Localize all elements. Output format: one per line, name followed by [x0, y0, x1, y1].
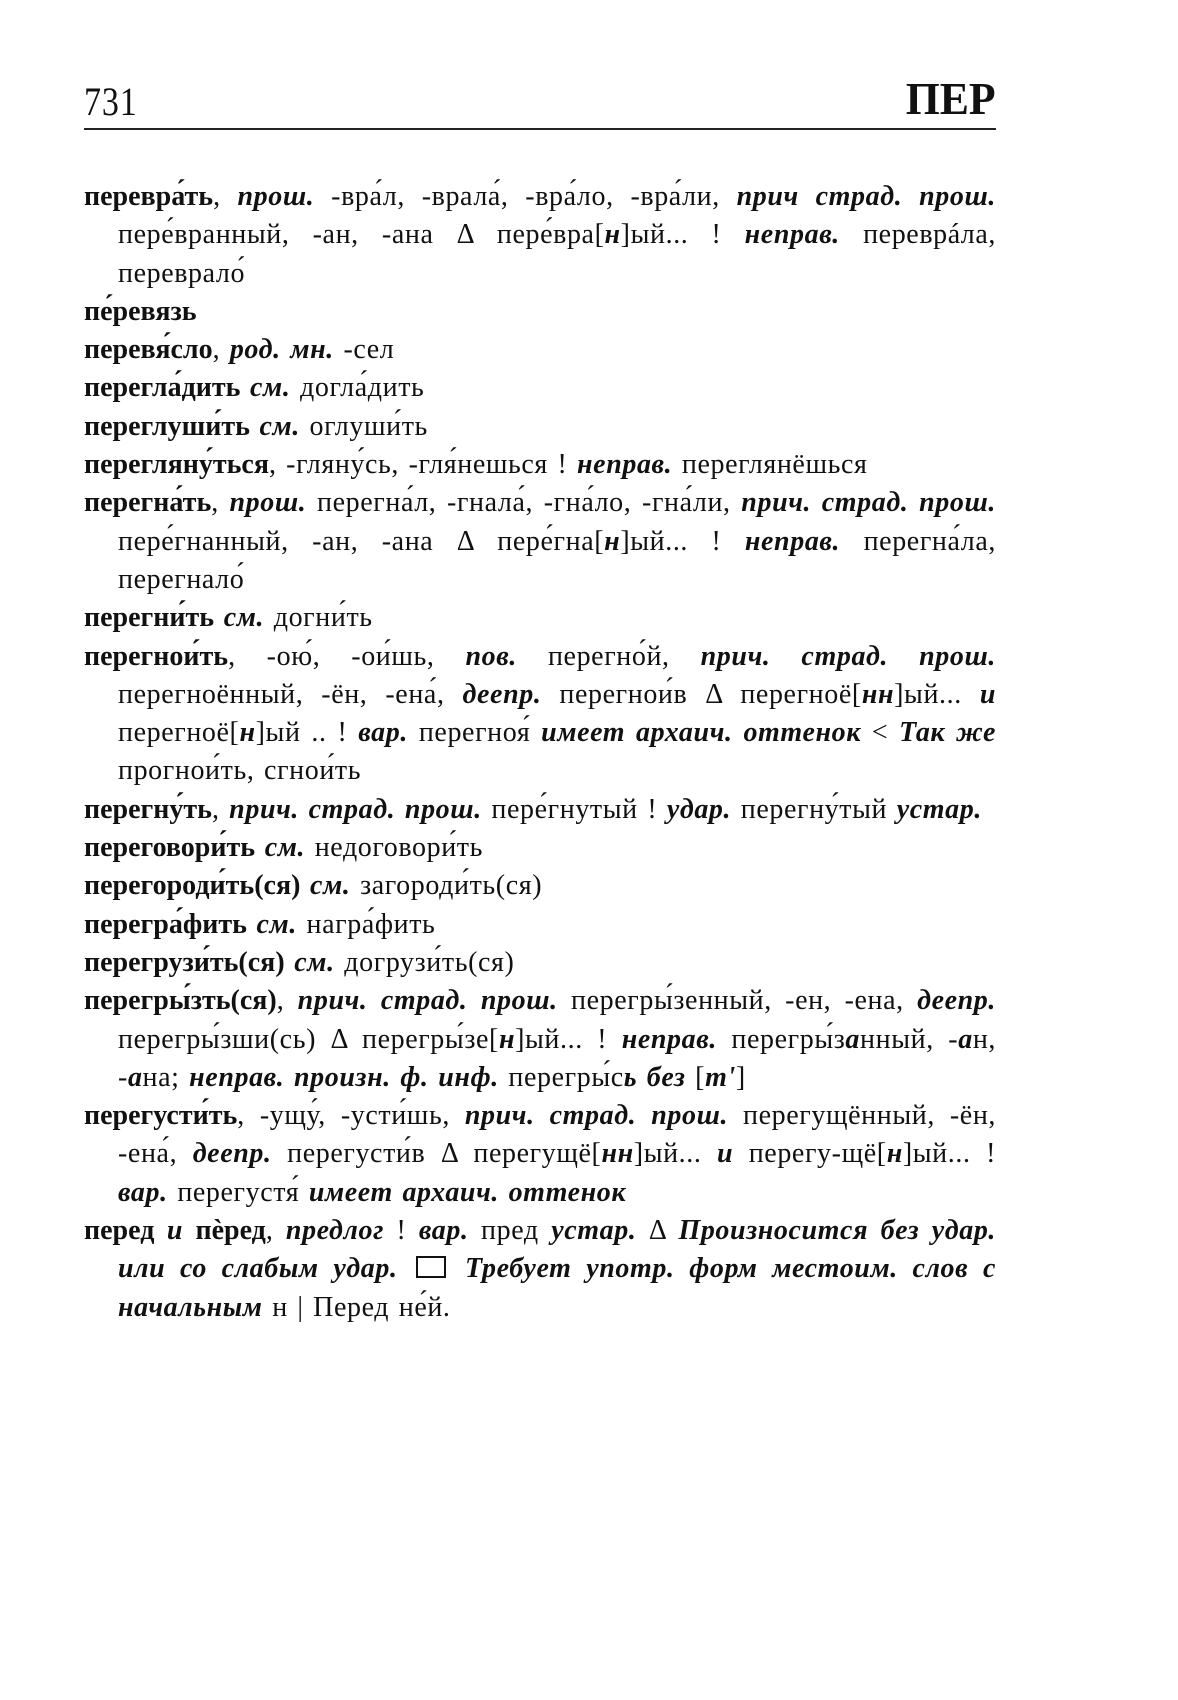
dictionary-entry-perevrat: [84, 178, 996, 293]
label-italic: н: [604, 525, 621, 557]
label-italic: неправ.: [744, 219, 840, 251]
label-italic: нн: [601, 1138, 634, 1170]
label-italic: вар.: [358, 717, 408, 749]
label-italic: неправ.: [744, 525, 841, 557]
entry-text: <: [861, 717, 900, 749]
entry-text: перегры́с: [498, 1061, 624, 1093]
headword: перегра́фить: [84, 908, 247, 940]
entry-text: ]ый...: [633, 1138, 718, 1170]
label-italic: имеет архаич. оттенок: [308, 1176, 627, 1208]
dictionary-entry-peregnut: [84, 791, 996, 829]
label-italic: прош.: [237, 181, 315, 212]
headword: переглуши́ть: [84, 410, 250, 442]
entry-text: ]ый... !: [620, 219, 745, 251]
running-head: ПЕР: [906, 73, 996, 124]
entry-text: ]ый... !: [620, 525, 745, 557]
headword: перегусти́ть: [84, 1100, 238, 1132]
label-italic: прич. страд. прош.: [464, 1100, 729, 1132]
entry-text: нный, -: [860, 1023, 959, 1055]
entry-text: пере́гнутый !: [481, 793, 667, 825]
entry-text: перегры́зенный, -ен, -ена,: [557, 985, 918, 1017]
dictionary-entry-peregovorit: [84, 829, 996, 867]
entry-text: [214, 602, 224, 633]
entry-text: недоговори́ть: [305, 832, 484, 864]
entry-text: [450, 1253, 465, 1284]
entry-text: [285, 947, 295, 978]
header-rule: [84, 128, 996, 130]
headword: перевра́ть: [84, 181, 214, 212]
dictionary-entry-peregorodit: [84, 867, 996, 905]
entry-text: , -гляну́сь, -гля́нешься !: [268, 449, 578, 481]
label-italic: прич страд. прош.: [736, 181, 996, 212]
headword: перегнои́ть: [84, 640, 229, 672]
entry-text: ]ый... !: [515, 1023, 622, 1055]
square-symbol-icon: [416, 1256, 446, 1278]
entry-text: перегустя́: [167, 1176, 309, 1208]
dictionary-entry-peregustit: [84, 1097, 996, 1212]
label-italic: Так же: [899, 717, 997, 749]
label-italic: деепр.: [462, 678, 542, 710]
label-italic: неправ.: [621, 1023, 717, 1055]
entry-text: догни́ть: [264, 602, 373, 634]
dictionary-entry-perevyaslo: [84, 331, 996, 369]
label-italic: предлог: [285, 1215, 385, 1247]
entry-text: [398, 1253, 413, 1284]
dictionary-entry-pered: [84, 1212, 996, 1327]
entry-text: ]ый .. !: [255, 717, 359, 749]
label-italic: а: [127, 1061, 143, 1093]
label-italic: н: [886, 1138, 903, 1170]
label-italic: прич. страд. прош.: [297, 985, 558, 1017]
entry-text: [247, 909, 257, 940]
entry-text: н | Перед не́й.: [262, 1291, 451, 1323]
dictionary-entry-peregruzit: [84, 944, 996, 982]
entry-text: н, -: [118, 1023, 996, 1093]
label-italic: устар.: [896, 793, 982, 825]
entry-text: перегнои́в Δ перегноё[: [541, 678, 862, 710]
entry-text: ]ый... !: [902, 1138, 997, 1170]
headword: перегляну́ться: [84, 449, 269, 481]
label-italic: прош.: [229, 487, 307, 519]
entry-text: [300, 870, 310, 901]
label-italic: деепр.: [917, 985, 996, 1017]
entry-text: [240, 372, 250, 403]
headword: перегры́зть(ся): [84, 985, 277, 1017]
entry-text: перегры́зши(сь) Δ перегры́зе[: [118, 1023, 499, 1055]
dictionary-entry-peregnoit: [84, 638, 996, 791]
dictionary-entries: [84, 178, 996, 1327]
label-italic: Произносится без удар. или со слабым удар.: [118, 1215, 997, 1285]
headword: перегна́ть: [84, 487, 212, 519]
entry-text: ,: [212, 334, 230, 366]
label-italic: см.: [294, 946, 335, 978]
label-italic: пов.: [465, 640, 517, 672]
entry-text: ]ый...: [894, 678, 980, 710]
headword: перегну́ть: [84, 793, 212, 825]
label-italic: и: [979, 678, 996, 710]
label-italic: см.: [223, 602, 265, 634]
label-italic: а: [845, 1023, 861, 1055]
label-italic: Требует употр. форм местоим. слов с начальным: [118, 1253, 996, 1323]
label-italic: н: [239, 717, 256, 749]
label-italic: прич. страд. прош.: [741, 487, 997, 519]
dictionary-entry-peregnat: [84, 484, 996, 599]
entry-text: Δ: [636, 1215, 679, 1247]
label-italic: имеет архаич. оттенок: [541, 717, 862, 749]
headword: пе́ревязь: [84, 295, 197, 327]
entry-text: переврáла, переврало́: [118, 219, 996, 289]
headword: перегни́ть: [84, 602, 215, 634]
entry-text: [183, 1215, 195, 1246]
entry-text: перегна́ла, перегнало́: [118, 525, 996, 595]
entry-text: на;: [142, 1061, 190, 1093]
dictionary-entry-pereglyanutsya: [84, 446, 996, 484]
label-italic: см.: [259, 410, 300, 442]
dictionary-entry-peregnit: [84, 599, 996, 637]
label-italic: и: [166, 1215, 184, 1247]
entry-text: !: [384, 1215, 419, 1247]
entry-text: перегноя́: [407, 717, 542, 749]
dictionary-entry-peregryzt: [84, 982, 996, 1097]
headword: перегла́дить: [84, 372, 241, 404]
headword: перегороди́ть(ся): [84, 870, 301, 902]
entry-text: ,: [265, 1215, 286, 1247]
entry-text: ,: [211, 487, 230, 519]
dictionary-entry-pergladit: [84, 369, 996, 407]
headword: пѐред: [195, 1215, 266, 1247]
headword: перед: [84, 1215, 155, 1247]
entry-text: оглуши́ть: [299, 410, 428, 442]
label-italic: род. мн.: [229, 334, 334, 366]
headword: переговори́ть: [84, 832, 256, 864]
entry-text: перегущённый, -ён, -ена́,: [118, 1100, 996, 1170]
label-italic: и: [717, 1138, 734, 1170]
entry-text: перегусти́в Δ перегущё[: [271, 1138, 602, 1170]
entry-text: ,: [213, 181, 238, 212]
entry-text: -сел: [333, 334, 395, 366]
label-italic: неправ. произн. ф. инф.: [189, 1061, 499, 1093]
label-italic: вар.: [418, 1215, 469, 1247]
entry-text: пере́вранный, -ан, -ана Δ пере́вра[: [118, 219, 605, 251]
entry-text: переглянёшься: [672, 449, 868, 481]
entry-text: перегна́л, -гнала́, -гна́ло, -гна́ли,: [306, 487, 742, 519]
label-italic: см.: [264, 832, 306, 864]
dictionary-entry-peregrafit: [84, 906, 996, 944]
entry-text: , -ущу́, -усти́шь,: [237, 1100, 465, 1132]
label-italic: вар.: [118, 1176, 168, 1208]
page-number: 731: [84, 79, 138, 124]
dictionary-entry-perevyaz: [84, 293, 996, 331]
entry-text: догрузи́ть(ся): [334, 946, 515, 978]
label-italic: т': [705, 1061, 736, 1093]
entry-text: догла́дить: [290, 372, 425, 404]
page-header: [84, 72, 996, 128]
entry-text: прогнои́ть, сгнои́ть: [118, 755, 362, 787]
label-italic: н: [604, 219, 621, 251]
entry-text: награ́фить: [296, 908, 436, 940]
label-italic: см.: [250, 372, 291, 404]
label-italic: прич. страд. прош.: [229, 793, 482, 825]
entry-text: , -ою́, -ои́шь,: [228, 640, 466, 672]
entry-text: перегноённый, -ён, -ена́,: [118, 678, 463, 710]
entry-text: загороди́ть(ся): [350, 870, 543, 902]
dictionary-entry-pereglushit: [84, 408, 996, 446]
entry-text: ,: [211, 793, 230, 825]
entry-text: перегну́тый: [731, 793, 897, 825]
entry-text: перегу-щё[: [733, 1138, 887, 1170]
label-italic: см.: [310, 870, 351, 902]
label-italic: а: [958, 1023, 973, 1055]
entry-text: -вра́л, -врала́, -вра́ло, -вра́ли,: [314, 181, 737, 212]
entry-text: пере́гнанный, -ан, -ана Δ пере́гна[: [118, 525, 605, 557]
label-italic: неправ.: [577, 449, 673, 481]
entry-text: ,: [276, 985, 298, 1017]
entry-text: пред: [468, 1215, 552, 1247]
label-italic: ь без: [623, 1061, 686, 1093]
label-italic: устар.: [551, 1215, 637, 1247]
label-italic: прич. страд. прош.: [700, 640, 996, 672]
headword: перегрузи́ть(ся): [84, 946, 285, 978]
entry-text: [255, 832, 265, 863]
entry-text: перегно́й,: [516, 640, 701, 672]
headword: перевя́сло: [84, 334, 213, 366]
entry-text: [154, 1215, 166, 1246]
entry-text: ]: [735, 1061, 746, 1093]
label-italic: деепр.: [192, 1138, 272, 1170]
entry-text: перегры́з: [716, 1023, 846, 1055]
entry-text: перегноё[: [118, 717, 240, 749]
label-italic: удар.: [666, 793, 732, 825]
label-italic: нн: [861, 678, 895, 710]
label-italic: см.: [256, 908, 297, 940]
entry-text: [: [685, 1061, 706, 1093]
label-italic: н: [498, 1023, 516, 1055]
entry-text: [250, 411, 260, 442]
